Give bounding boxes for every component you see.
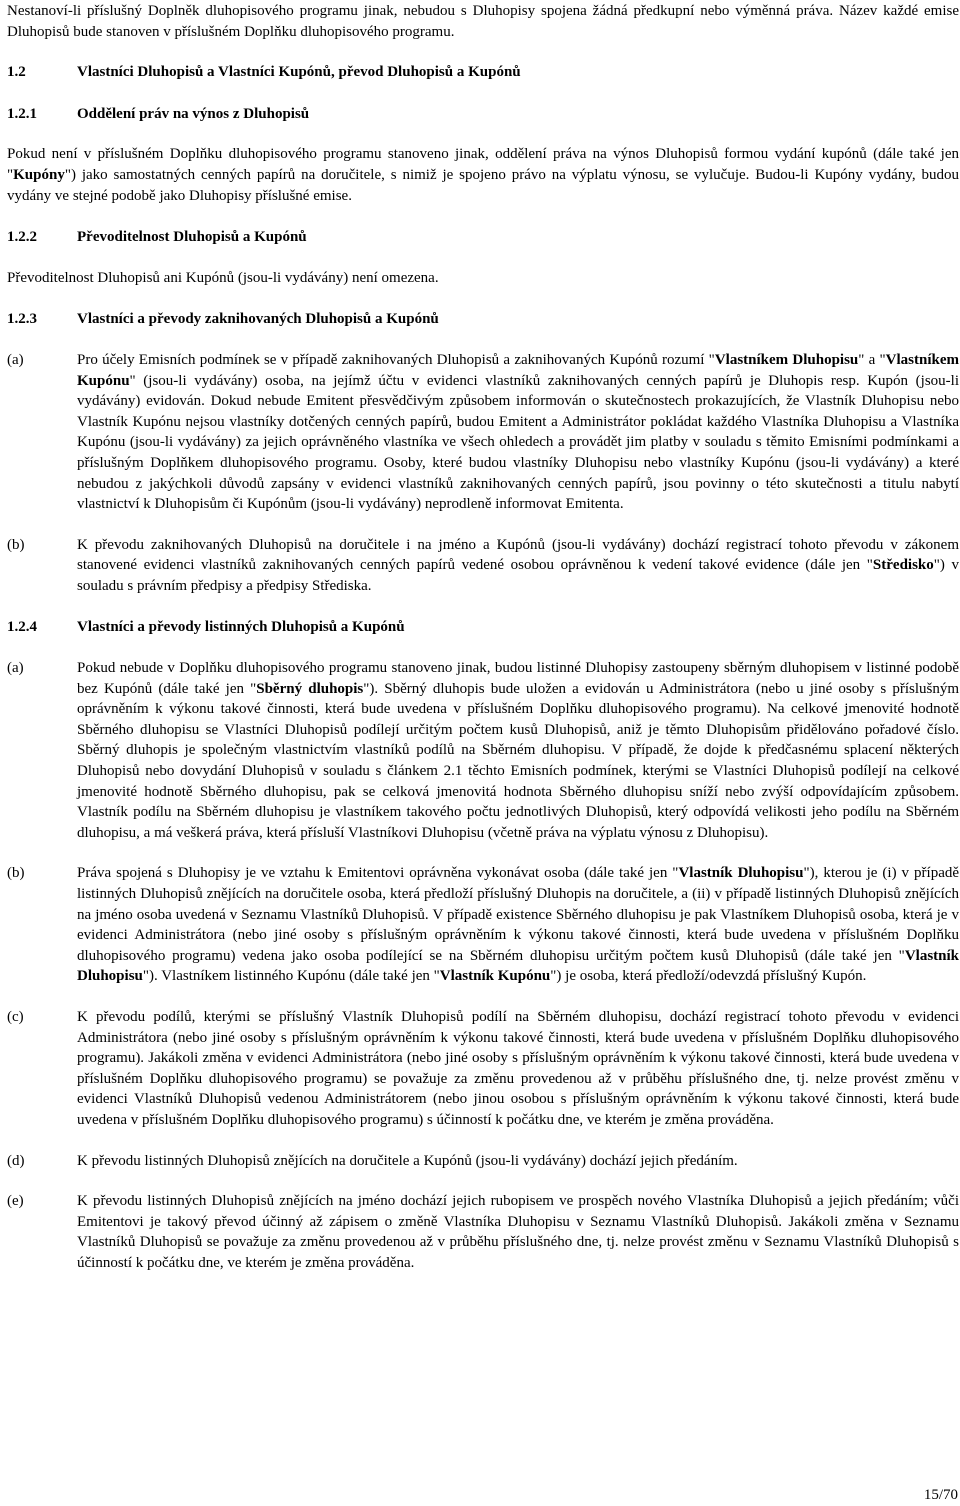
section-number: 1.2.2 [7, 229, 37, 246]
section-heading-1-2 [7, 62, 959, 83]
section-title: Vlastníci Dluhopisů a Vlastníci Kupónů, převod Dluhopisů a Kupónů [77, 64, 521, 81]
text-run: ") v souladu s právním předpisy a předpisy Střediska. [77, 557, 959, 594]
list-item-1-2-4-c [7, 1007, 959, 1131]
list-item-1-2-3-a [7, 350, 959, 515]
defined-term: Vlastníkem Dluhopisu [714, 351, 859, 368]
item-label: (c) [7, 1008, 24, 1025]
section-title: Oddělení práv na výnos z Dluhopisů [77, 105, 310, 122]
text-run: "). Vlastníkem listinného Kupónu (dále také jen " [142, 968, 440, 985]
item-label: (a) [7, 351, 24, 368]
text-run: Pokud není v příslušném Doplňku dluhopisového programu stanoveno jinak, oddělení práva na výnos Dluhopisů formou vydání kupónů (dále také jen " [7, 146, 959, 183]
defined-term: Středisko [872, 557, 934, 574]
item-label: (d) [7, 1152, 25, 1169]
paragraph-1-2-1 [7, 144, 959, 206]
item-text: K převodu listinných Dluhopisů znějících na jméno dochází jejich rubopisem ve prospěch nového Vlastníka Dluhopisů a jejich předáním; vůči Emitentovi je takový převod účinný až zápisem o změně Vlastníka Dluhopisu v Seznamu Vlastníků Dluhopisů. Jakákoli změna v Seznamu Vlastníků Dluhopisů se považuje za změnu provedenou až v průběhu příslušného dne, tj. nelze provést změnu v Seznamu Vlastníků Dluhopisů s účinností k počátku dne, ve kterém je změna prováděna. [77, 1193, 959, 1271]
item-text: K převodu listinných Dluhopisů znějících na doručitele a Kupónů (jsou-li vydávány) dochází jejich předáním. [77, 1152, 738, 1169]
list-item-1-2-4-a [7, 658, 959, 843]
section-title: Vlastníci a převody listinných Dluhopisů a Kupónů [77, 619, 405, 636]
defined-term: Vlastník Kupónu [439, 968, 551, 985]
section-heading-1-2-2 [7, 227, 959, 248]
paragraph-1-2-2: Převoditelnost Dluhopisů ani Kupónů (jsou-li vydávány) není omezena. [7, 269, 439, 286]
item-text [77, 863, 959, 987]
section-heading-1-2-1 [7, 104, 959, 125]
document-page [7, 0, 959, 1274]
intro-paragraph: Nestanoví-li příslušný Doplněk dluhopisového programu jinak, nebudou s Dluhopisy spojena žádná předkupní nebo výměnná práva. Název každé emise Dluhopisů bude stanoven v příslušném Doplňku dluhopisového programu. [7, 3, 959, 40]
text-run: Pokud nebude v Doplňku dluhopisového programu stanoveno jinak, budou listinné Dluhopisy zastoupeny sběrným dluhopisem v listinné podobě bez Kupónů (dále také jen " [77, 660, 959, 697]
text-run: ") je osoba, která předloží/odevzdá příslušný Kupón. [550, 968, 867, 985]
section-number: 1.2.1 [7, 105, 37, 122]
item-label: (e) [7, 1193, 24, 1210]
defined-term: Kupóny [13, 166, 65, 183]
defined-term: Sběrný dluhopis [256, 680, 364, 697]
section-number: 1.2.3 [7, 311, 37, 328]
section-heading-1-2-4 [7, 617, 959, 638]
defined-term: Vlastník Dluhopisu [77, 947, 959, 985]
text-run: "), kterou je (i) v případě listinných Dluhopisů znějících na doručitele osoba, která předloží příslušný Dluhopis na doručitele, a (ii) v případě listinných Dluhopisů znějících na jméno osoba uvedená v Seznamu Vlastníků Dluhopisů. V případě existence Sběrného dluhopisu je pak Vlastníkem Dluhopisů osoba, která je v evidenci Administrátora (nebo jiné osoby s příslušným oprávněním k výkonu takové činnosti, která bude uvedena v příslušném Doplňku dluhopisového programu) vedena jako osoba podílející se na Sběrném dluhopisu určitým počtem kusů Dluhopisů (dále také jen " [77, 865, 960, 964]
defined-term: Vlastník Dluhopisu [678, 865, 804, 882]
item-label: (b) [7, 536, 25, 553]
text-run: Pro účely Emisních podmínek se v případě zaknihovaných Dluhopisů a zaknihovaných Kupónů rozumí " [77, 351, 715, 368]
section-heading-1-2-3 [7, 309, 959, 330]
list-item-1-2-4-e [7, 1191, 959, 1273]
item-text [77, 350, 959, 515]
text-run: Práva spojená s Dluhopisy je ve vztahu k Emitentovi oprávněna vykonávat osoba (dále také jen " [77, 865, 679, 882]
text-run: K převodu zaknihovaných Dluhopisů na doručitele i na jméno a Kupónů (jsou-li vydávány) dochází registrací tohoto převodu v zákonem stanovené evidenci vlastníků zaknihovaných cenných papírů vedené osobou oprávněnou k vedení takové evidence (dále jen " [77, 536, 959, 574]
list-item-1-2-4-b [7, 863, 959, 987]
defined-term: Vlastníkem Kupónu [77, 351, 960, 389]
list-item-1-2-3-b [7, 535, 959, 597]
text-run: " a " [858, 351, 886, 368]
page-number: 15/70 [923, 1487, 958, 1504]
item-text: K převodu podílů, kterými se příslušný Vlastník Dluhopisů podílí na Sběrném dluhopisu, dochází registrací tohoto převodu v evidenci Administrátora (nebo jiné osoby s příslušným oprávněním k výkonu takové činnosti, která bude uvedena v příslušném Doplňku dluhopisového programu). Jakákoli změna v evidenci Administrátora (nebo jiné osoby s příslušným oprávněním k výkonu takové činnosti, která bude uvedena v příslušném Doplňku dluhopisového programu) se považuje za změnu provedenou až v průběhu příslušného dne, tj. nelze provést změnu v evidenci Vlastníků Dluhopisů vedenou Administrátorem (nebo jinou osobou s příslušným oprávněním k výkonu takové činnosti, která bude uvedena v příslušném Doplňku dluhopisového programu) s účinností k počátku dne, ve kterém je změna prováděna. [77, 1008, 959, 1128]
item-label: (b) [7, 865, 25, 882]
text-run: ") jako samostatných cenných papírů na doručitele, s nimiž je spojeno právo na výplatu výnosu, se vylučuje. Budou-li Kupóny vydány, budou vydány ve stejné podobě jako Dluhopisy příslušné emise. [7, 166, 959, 204]
section-title: Vlastníci a převody zaknihovaných Dluhopisů a Kupónů [77, 311, 439, 328]
section-number: 1.2 [7, 64, 26, 81]
text-run: "). Sběrný dluhopis bude uložen a evidován u Administrátora (nebo u jiné osoby s příslušným oprávněním k výkonu takové činnosti, která bude uvedena v příslušném Doplňku dluhopisového programu). Na celkové jmenovité hodnotě Sběrného dluhopisu se Vlastníci Dluhopisů podílejí určitým počtem kusů Dluhopisů, aniž je těmto Dluhopisům přidělováno pořadové číslo. Sběrný dluhopis je společným vlastnictvím vlastníků podílů na Sběrném dluhopisu. V případě, že dojde k předčasnému splacení některých Dluhopisů nebo dovydání Dluhopisů v souladu s článkem 2.1 těchto Emisních podmínek, kterými se Vlastníci Dluhopisů podílejí na celkové jmenovité hodnotě Sběrného dluhopisu, pak se celková jmenovitá hodnota Sběrného dluhopisu sníží nebo zvýší odpovídajícím způsobem. Vlastník podílu na Sběrném dluhopisu je vlastníkem takového počtu jednotlivých Dluhopisů, který odpovídá velikosti jeho podílu na Sběrném dluhopisu, a má veškerá práva, která přísluší Vlastníkovi Dluhopisu (včetně práva na výplatu výnosu z Dluhopisu). [77, 680, 960, 841]
section-title: Převoditelnost Dluhopisů a Kupónů [77, 229, 307, 246]
section-number: 1.2.4 [7, 619, 37, 636]
item-label: (a) [7, 660, 24, 677]
list-item-1-2-4-d [7, 1151, 959, 1172]
item-text [77, 658, 959, 843]
item-text [77, 535, 959, 597]
text-run: " (jsou-li vydávány) osoba, na jejímž účtu v evidenci vlastníků zaknihovaných cenných papírů je Dluhopis resp. Kupón (jsou-li vydávány) evidován. Dokud nebude Emitent přesvědčivým způsobem informován o skutečnostech prokazujících, že Vlastník Dluhopisu nebo Vlastník Kupónu nejsou vlastníky dotčených cenných papírů, budou Emitent a Administrátor pokládat každého Vlastníka Dluhopisu a Vlastníka Kupónu (jsou-li vydávány) za jejich oprávněného vlastníka ve všech ohledech a provádět jim platby v souladu s těmito Emisními podmínkami a příslušným Doplňkem dluhopisového programu. Osoby, které budou vlastníky Dluhopisu nebo vlastníky Kupónu (jsou-li vydávány) a které nebudou z jakýchkoli důvodů zapsány v evidenci vlastníků zaknihovaných cenných papírů, jsou povinny o této skutečnosti a titulu nabytí vlastnictví k Dluhopisům či Kupónům (jsou-li vydávány) neprodleně informovat Emitenta. [77, 372, 959, 513]
